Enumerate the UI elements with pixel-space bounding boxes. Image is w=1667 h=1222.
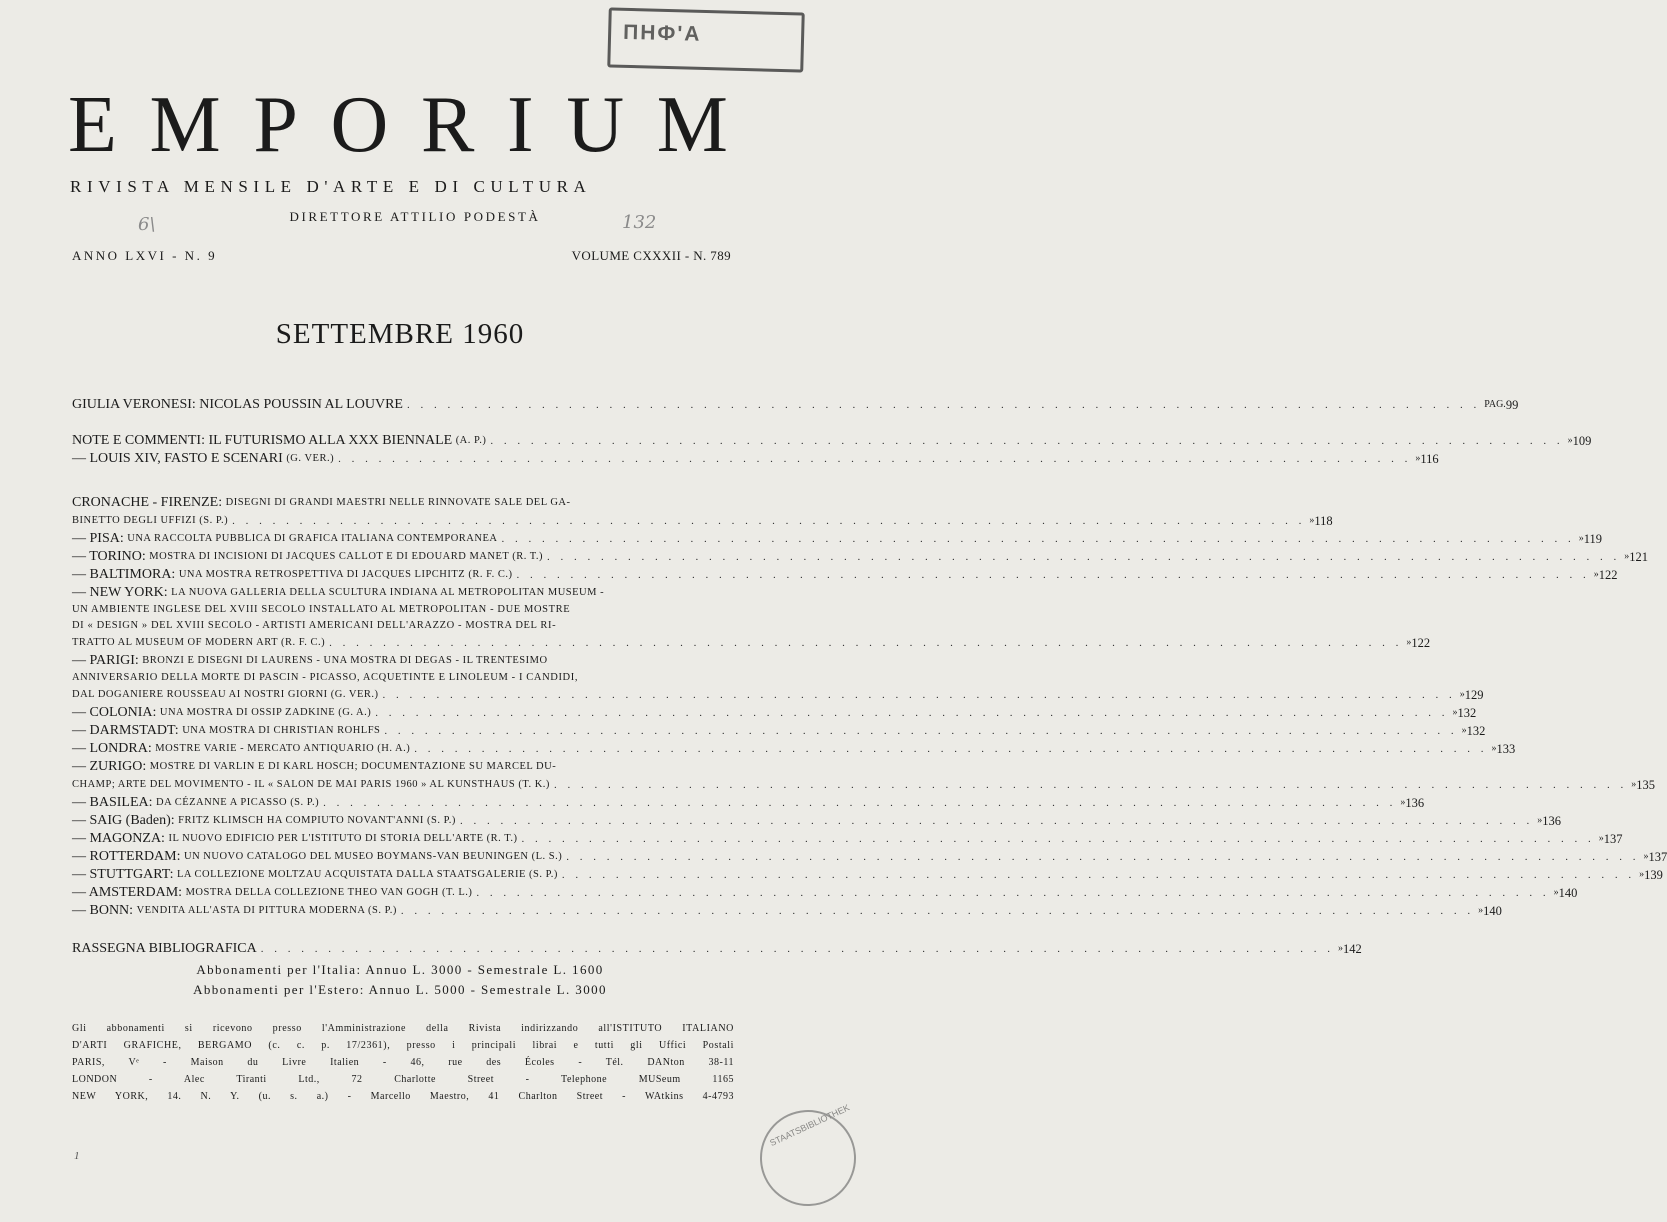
toc-leader: . . . . . . . . . . . . . . . . . . . . . . . . . . . . . . . . . . . . . . . . . . . . . . . . . . . . . . . . . . . . . . . . . . . . . . . . . . . . . . . . (543, 548, 1624, 566)
library-stamp (607, 7, 805, 72)
toc-page: 136 (1405, 794, 1424, 812)
toc-entry-londra (72, 740, 730, 758)
masthead-letter: P (253, 80, 302, 170)
toc-text-line: UN AMBIENTE INGLESE DEL XVIII SECOLO INSTALLATO AL METROPOLITAN - DUE MOSTRE (72, 602, 730, 618)
toc-page: 142 (1343, 940, 1362, 958)
toc-text: BRONZI E DISEGNI DI LAURENS - UNA MOSTRA DI DEGAS - IL TRENTESIMO (142, 652, 547, 670)
toc-leader: . . . . . . . . . . . . . . . . . . . . . . . . . . . . . . . . . . . . . . . . . . . . . . . . . . . . . . . . . . . . . . . . . . . . . . . . . . . . . . . . (334, 450, 1415, 468)
toc-entry-zurigo (72, 758, 730, 776)
ditto-mark: » (1579, 530, 1584, 548)
toc-page: 136 (1542, 812, 1561, 830)
toc-text-line: DI « DESIGN » DEL XVIII SECOLO - ARTISTI AMERICANI DELL'ARAZZO - MOSTRA DEL RI- (72, 618, 730, 634)
handwritten-note-right: 132 (622, 212, 656, 233)
toc-page: 122 (1599, 566, 1618, 584)
masthead-letter: E (68, 80, 121, 170)
handwritten-note-left: 6\ (138, 214, 156, 235)
toc-entry-note (72, 432, 730, 450)
toc-text: VENDITA ALL'ASTA DI PITTURA MODERNA (S. P.) (137, 902, 397, 920)
toc-text: UN NUOVO CATALOGO DEL MUSEO BOYMANS-VAN BEUNINGEN (L. S.) (184, 848, 562, 866)
toc-page: 135 (1636, 776, 1655, 794)
footer-newyork: NEW YORK, 14. N. Y. (u. s. a.) - Marcello Maestro, 41 Charlton Street - WAtkins 4-4793 (72, 1088, 734, 1105)
toc-entry-rassegna (72, 940, 730, 958)
masthead-subtitle: RIVISTA MENSILE D'ARTE E DI CULTURA (70, 177, 732, 197)
toc-entry-colonia (72, 704, 730, 722)
toc-page: 129 (1465, 686, 1484, 704)
toc-leader: . . . . . . . . . . . . . . . . . . . . . . . . . . . . . . . . . . . . . . . . . . . . . . . . . . . . . . . . . . . . . . . . . . . . . . . . . . . . . . . . (558, 866, 1639, 884)
toc-title: — LOUIS XIV, FASTO E SCENARI (72, 450, 283, 468)
toc-leader: . . . . . . . . . . . . . . . . . . . . . . . . . . . . . . . . . . . . . . . . . . . . . . . . . . . . . . . . . . . . . . . . . . . . . . . . . . . . . . . . (456, 812, 1537, 830)
subscription-info (0, 960, 800, 1000)
toc-title: — COLONIA: (72, 704, 156, 722)
toc-leader: . . . . . . . . . . . . . . . . . . . . . . . . . . . . . . . . . . . . . . . . . . . . . . . . . . . . . . . . . . . . . . . . . . . . . . . . . . . . . . . . (472, 884, 1553, 902)
ditto-mark: » (1406, 634, 1411, 652)
ditto-mark: » (1309, 512, 1314, 530)
toc-title: — DARMSTADT: (72, 722, 179, 740)
toc-title: CRONACHE - FIRENZE: (72, 494, 222, 512)
toc-title: — SAIG (Baden): (72, 812, 175, 830)
toc-title: GIULIA VERONESI: NICOLAS POUSSIN AL LOUVRE (72, 396, 403, 414)
toc-leader: . . . . . . . . . . . . . . . . . . . . . . . . . . . . . . . . . . . . . . . . . . . . . . . . . . . . . . . . . . . . . . . . . . . . . . . . . . . . . . . . (397, 902, 1478, 920)
toc-title: — ROTTERDAM: (72, 848, 181, 866)
toc-leader: . . . . . . . . . . . . . . . . . . . . . . . . . . . . . . . . . . . . . . . . . . . . . . . . . . . . . . . . . . . . . . . . . . . . . . . . . . . . . . . . (325, 634, 1406, 652)
toc-entry-pisa (72, 530, 730, 548)
masthead-letter: R (421, 80, 478, 170)
toc-entry-parigi-cont (72, 686, 730, 704)
toc-text: TRATTO AL MUSEUM OF MODERN ART (R. F. C.) (72, 634, 325, 652)
ditto-mark: » (1453, 704, 1458, 722)
toc-title: — LONDRA: (72, 740, 152, 758)
toc-page: 121 (1629, 548, 1648, 566)
toc-title: — BALTIMORA: (72, 566, 175, 584)
toc-text: DA CÉZANNE A PICASSO (S. P.) (156, 794, 319, 812)
toc-entry-baltimora (72, 566, 730, 584)
toc-title: — NEW YORK: (72, 584, 168, 602)
ditto-mark: » (1338, 940, 1343, 958)
masthead-title (68, 80, 732, 170)
masthead-letter: I (507, 80, 538, 170)
issue-year: ANNO LXVI - N. 9 (72, 248, 217, 264)
ditto-mark: » (1624, 548, 1629, 566)
toc-entry-bonn (72, 902, 730, 920)
toc-leader: . . . . . . . . . . . . . . . . . . . . . . . . . . . . . . . . . . . . . . . . . . . . . . . . . . . . . . . . . . . . . . . . . . . . . . . . . . . . . . . . (410, 740, 1491, 758)
round-library-stamp (744, 1094, 872, 1222)
toc-text: MOSTRA DI INCISIONI DI JACQUES CALLOT E DI EDOUARD MANET (R. T.) (149, 548, 543, 566)
toc-title: — AMSTERDAM: (72, 884, 182, 902)
toc-entry-basilea (72, 794, 730, 812)
toc-text: UNA RACCOLTA PUBBLICA DI GRAFICA ITALIANA CONTEMPORANEA (127, 530, 497, 548)
toc-text: MOSTRE DI VARLIN E DI KARL HOSCH; DOCUMENTAZIONE SU MARCEL DU- (150, 758, 556, 776)
toc-leader: . . . . . . . . . . . . . . . . . . . . . . . . . . . . . . . . . . . . . . . . . . . . . . . . . . . . . . . . . . . . . . . . . . . . . . . . . . . . . . . . (497, 530, 1578, 548)
issue-month: SETTEMBRE 1960 (0, 318, 800, 351)
table-of-contents (72, 396, 730, 958)
stamp-text: ПНФ'А (623, 21, 702, 46)
toc-text: LA NUOVA GALLERIA DELLA SCULTURA INDIANA AL METROPOLITAN MUSEUM - (171, 584, 604, 602)
round-stamp-text: STAATSBIBLIOTHEK (768, 1102, 851, 1148)
toc-entry-zurigo-cont (72, 776, 730, 794)
ditto-mark: » (1568, 432, 1573, 450)
publisher-footer (72, 1020, 734, 1105)
toc-text-line: ANNIVERSARIO DELLA MORTE DI PASCIN - PICASSO, ACQUETINTE E LINOLEUM - I CANDIDI, (72, 670, 730, 686)
toc-leader: . . . . . . . . . . . . . . . . . . . . . . . . . . . . . . . . . . . . . . . . . . . . . . . . . . . . . . . . . . . . . . . . . . . . . . . . . . . . . . . . (228, 512, 1309, 530)
toc-author: (A. P.) (456, 432, 487, 450)
toc-text: DISEGNI DI GRANDI MAESTRI NELLE RINNOVATE SALE DEL GA- (226, 494, 571, 512)
subscription-italy: Abbonamenti per l'Italia: Annuo L. 3000 - Semestrale L. 1600 (0, 960, 800, 980)
toc-text: MOSTRA DELLA COLLEZIONE THEO VAN GOGH (T. L.) (186, 884, 473, 902)
page-number: 1 (74, 1150, 80, 1162)
masthead-letter: U (566, 80, 628, 170)
toc-text: UNA MOSTRA DI CHRISTIAN ROHLFS (182, 722, 380, 740)
toc-entry-veronesi (72, 396, 730, 414)
toc-text: UNA MOSTRA RETROSPETTIVA DI JACQUES LIPCHITZ (R. F. C.) (179, 566, 513, 584)
toc-leader: . . . . . . . . . . . . . . . . . . . . . . . . . . . . . . . . . . . . . . . . . . . . . . . . . . . . . . . . . . . . . . . . . . . . . . . . . . . . . . . . (371, 704, 1452, 722)
toc-entry-cronache (72, 494, 730, 512)
ditto-mark: » (1537, 812, 1542, 830)
toc-text: CHAMP; ARTE DEL MOVIMENTO - IL « SALON DE MAI PARIS 1960 » AL KUNSTHAUS (T. K.) (72, 776, 550, 794)
toc-page: 132 (1458, 704, 1477, 722)
toc-leader: . . . . . . . . . . . . . . . . . . . . . . . . . . . . . . . . . . . . . . . . . . . . . . . . . . . . . . . . . . . . . . . . . . . . . . . . . . . . . . . . (379, 686, 1460, 704)
footer-line: Gli abbonamenti si ricevono presso l'Amministrazione della Rivista indirizzando all'ISTITUTO ITALIANO (72, 1020, 734, 1037)
director-line: DIRETTORE ATTILIO PODESTÀ (0, 209, 830, 225)
footer-line: D'ARTI GRAFICHE, BERGAMO (c. c. p. 17/2361), presso i principali librai e tutti gli Uffici Postali (72, 1037, 734, 1054)
toc-text: MOSTRE VARIE - MERCATO ANTIQUARIO (H. A.) (155, 740, 410, 758)
toc-entry-rotterdam (72, 848, 730, 866)
toc-page: 133 (1497, 740, 1516, 758)
toc-entry-louis (72, 450, 730, 468)
footer-paris: PARIS, Vᵉ - Maison du Livre Italien - 46, rue des Écoles - Tél. DANton 38-11 (72, 1054, 734, 1071)
toc-page: 119 (1584, 530, 1602, 548)
toc-leader: . . . . . . . . . . . . . . . . . . . . . . . . . . . . . . . . . . . . . . . . . . . . . . . . . . . . . . . . . . . . . . . . . . . . . . . . . . . . . . . . (517, 830, 1598, 848)
toc-entry-magonza (72, 830, 730, 848)
ditto-mark: » (1460, 686, 1465, 704)
ditto-mark: » (1631, 776, 1636, 794)
toc-title: NOTE E COMMENTI: IL FUTURISMO ALLA XXX BIENNALE (72, 432, 452, 450)
magazine-page (0, 0, 830, 1200)
issue-volume: VOLUME CXXXII - N. 789 (572, 248, 731, 264)
ditto-mark: » (1639, 866, 1644, 884)
ditto-mark: » (1462, 722, 1467, 740)
toc-leader: . . . . . . . . . . . . . . . . . . . . . . . . . . . . . . . . . . . . . . . . . . . . . . . . . . . . . . . . . . . . . . . . . . . . . . . . . . . . . . . . (380, 722, 1461, 740)
toc-entry-amsterdam (72, 884, 730, 902)
toc-page: 137 (1649, 848, 1667, 866)
toc-page: 139 (1644, 866, 1663, 884)
toc-leader: . . . . . . . . . . . . . . . . . . . . . . . . . . . . . . . . . . . . . . . . . . . . . . . . . . . . . . . . . . . . . . . . . . . . . . . . . . . . . . . . (403, 396, 1484, 414)
pag-label: PAG. (1484, 396, 1506, 414)
toc-entry-newyork-cont (72, 634, 730, 652)
toc-text: UNA MOSTRA DI OSSIP ZADKINE (G. A.) (160, 704, 371, 722)
toc-leader: . . . . . . . . . . . . . . . . . . . . . . . . . . . . . . . . . . . . . . . . . . . . . . . . . . . . . . . . . . . . . . . . . . . . . . . . . . . . . . . . (257, 940, 1338, 958)
toc-leader: . . . . . . . . . . . . . . . . . . . . . . . . . . . . . . . . . . . . . . . . . . . . . . . . . . . . . . . . . . . . . . . . . . . . . . . . . . . . . . . . (486, 432, 1567, 450)
toc-title: — STUTTGART: (72, 866, 174, 884)
ditto-mark: » (1599, 830, 1604, 848)
toc-title: — MAGONZA: (72, 830, 165, 848)
toc-leader: . . . . . . . . . . . . . . . . . . . . . . . . . . . . . . . . . . . . . . . . . . . . . . . . . . . . . . . . . . . . . . . . . . . . . . . . . . . . . . . . (562, 848, 1643, 866)
ditto-mark: » (1594, 566, 1599, 584)
toc-entry-torino (72, 548, 730, 566)
toc-entry-stuttgart (72, 866, 730, 884)
toc-entry-parigi (72, 652, 730, 670)
ditto-mark: » (1400, 794, 1405, 812)
toc-title: — PISA: (72, 530, 124, 548)
toc-page: 122 (1411, 634, 1430, 652)
ditto-mark: » (1478, 902, 1483, 920)
subscription-abroad: Abbonamenti per l'Estero: Annuo L. 5000 - Semestrale L. 3000 (0, 980, 800, 1000)
footer-london: LONDON - Alec Tiranti Ltd., 72 Charlotte Street - Telephone MUSeum 1165 (72, 1071, 734, 1088)
toc-entry-newyork (72, 584, 730, 602)
ditto-mark: » (1644, 848, 1649, 866)
toc-page: 99 (1506, 396, 1519, 414)
toc-page: 132 (1467, 722, 1486, 740)
toc-entry-cronache-cont (72, 512, 730, 530)
toc-page: 140 (1483, 902, 1502, 920)
toc-title: — ZURIGO: (72, 758, 146, 776)
ditto-mark: » (1415, 450, 1420, 468)
toc-page: 118 (1314, 512, 1332, 530)
masthead-letter: O (331, 80, 393, 170)
toc-text: IL NUOVO EDIFICIO PER L'ISTITUTO DI STORIA DELL'ARTE (R. T.) (168, 830, 517, 848)
toc-page: 137 (1604, 830, 1623, 848)
toc-title: RASSEGNA BIBLIOGRAFICA (72, 940, 257, 958)
toc-title: — BONN: (72, 902, 133, 920)
ditto-mark: » (1554, 884, 1559, 902)
toc-entry-saig (72, 812, 730, 830)
toc-title: — TORINO: (72, 548, 146, 566)
toc-text: FRITZ KLIMSCH HA COMPIUTO NOVANT'ANNI (S. P.) (178, 812, 456, 830)
toc-leader: . . . . . . . . . . . . . . . . . . . . . . . . . . . . . . . . . . . . . . . . . . . . . . . . . . . . . . . . . . . . . . . . . . . . . . . . . . . . . . . . (319, 794, 1400, 812)
toc-page: 116 (1420, 450, 1438, 468)
toc-text: BINETTO DEGLI UFFIZI (S. P.) (72, 512, 228, 530)
toc-entry-darmstadt (72, 722, 730, 740)
toc-title: — PARIGI: (72, 652, 139, 670)
ditto-mark: » (1492, 740, 1497, 758)
toc-text: DAL DOGANIERE ROUSSEAU AI NOSTRI GIORNI (G. VER.) (72, 686, 379, 704)
masthead-letter: M (657, 80, 732, 170)
toc-author: (G. VER.) (286, 450, 334, 468)
toc-title: — BASILEA: (72, 794, 153, 812)
masthead-letter: M (150, 80, 225, 170)
toc-page: 140 (1559, 884, 1578, 902)
toc-page: 109 (1573, 432, 1592, 450)
toc-leader: . . . . . . . . . . . . . . . . . . . . . . . . . . . . . . . . . . . . . . . . . . . . . . . . . . . . . . . . . . . . . . . . . . . . . . . . . . . . . . . . (550, 776, 1631, 794)
toc-text: LA COLLEZIONE MOLTZAU ACQUISTATA DALLA STAATSGALERIE (S. P.) (177, 866, 558, 884)
toc-leader: . . . . . . . . . . . . . . . . . . . . . . . . . . . . . . . . . . . . . . . . . . . . . . . . . . . . . . . . . . . . . . . . . . . . . . . . . . . . . . . . (512, 566, 1593, 584)
